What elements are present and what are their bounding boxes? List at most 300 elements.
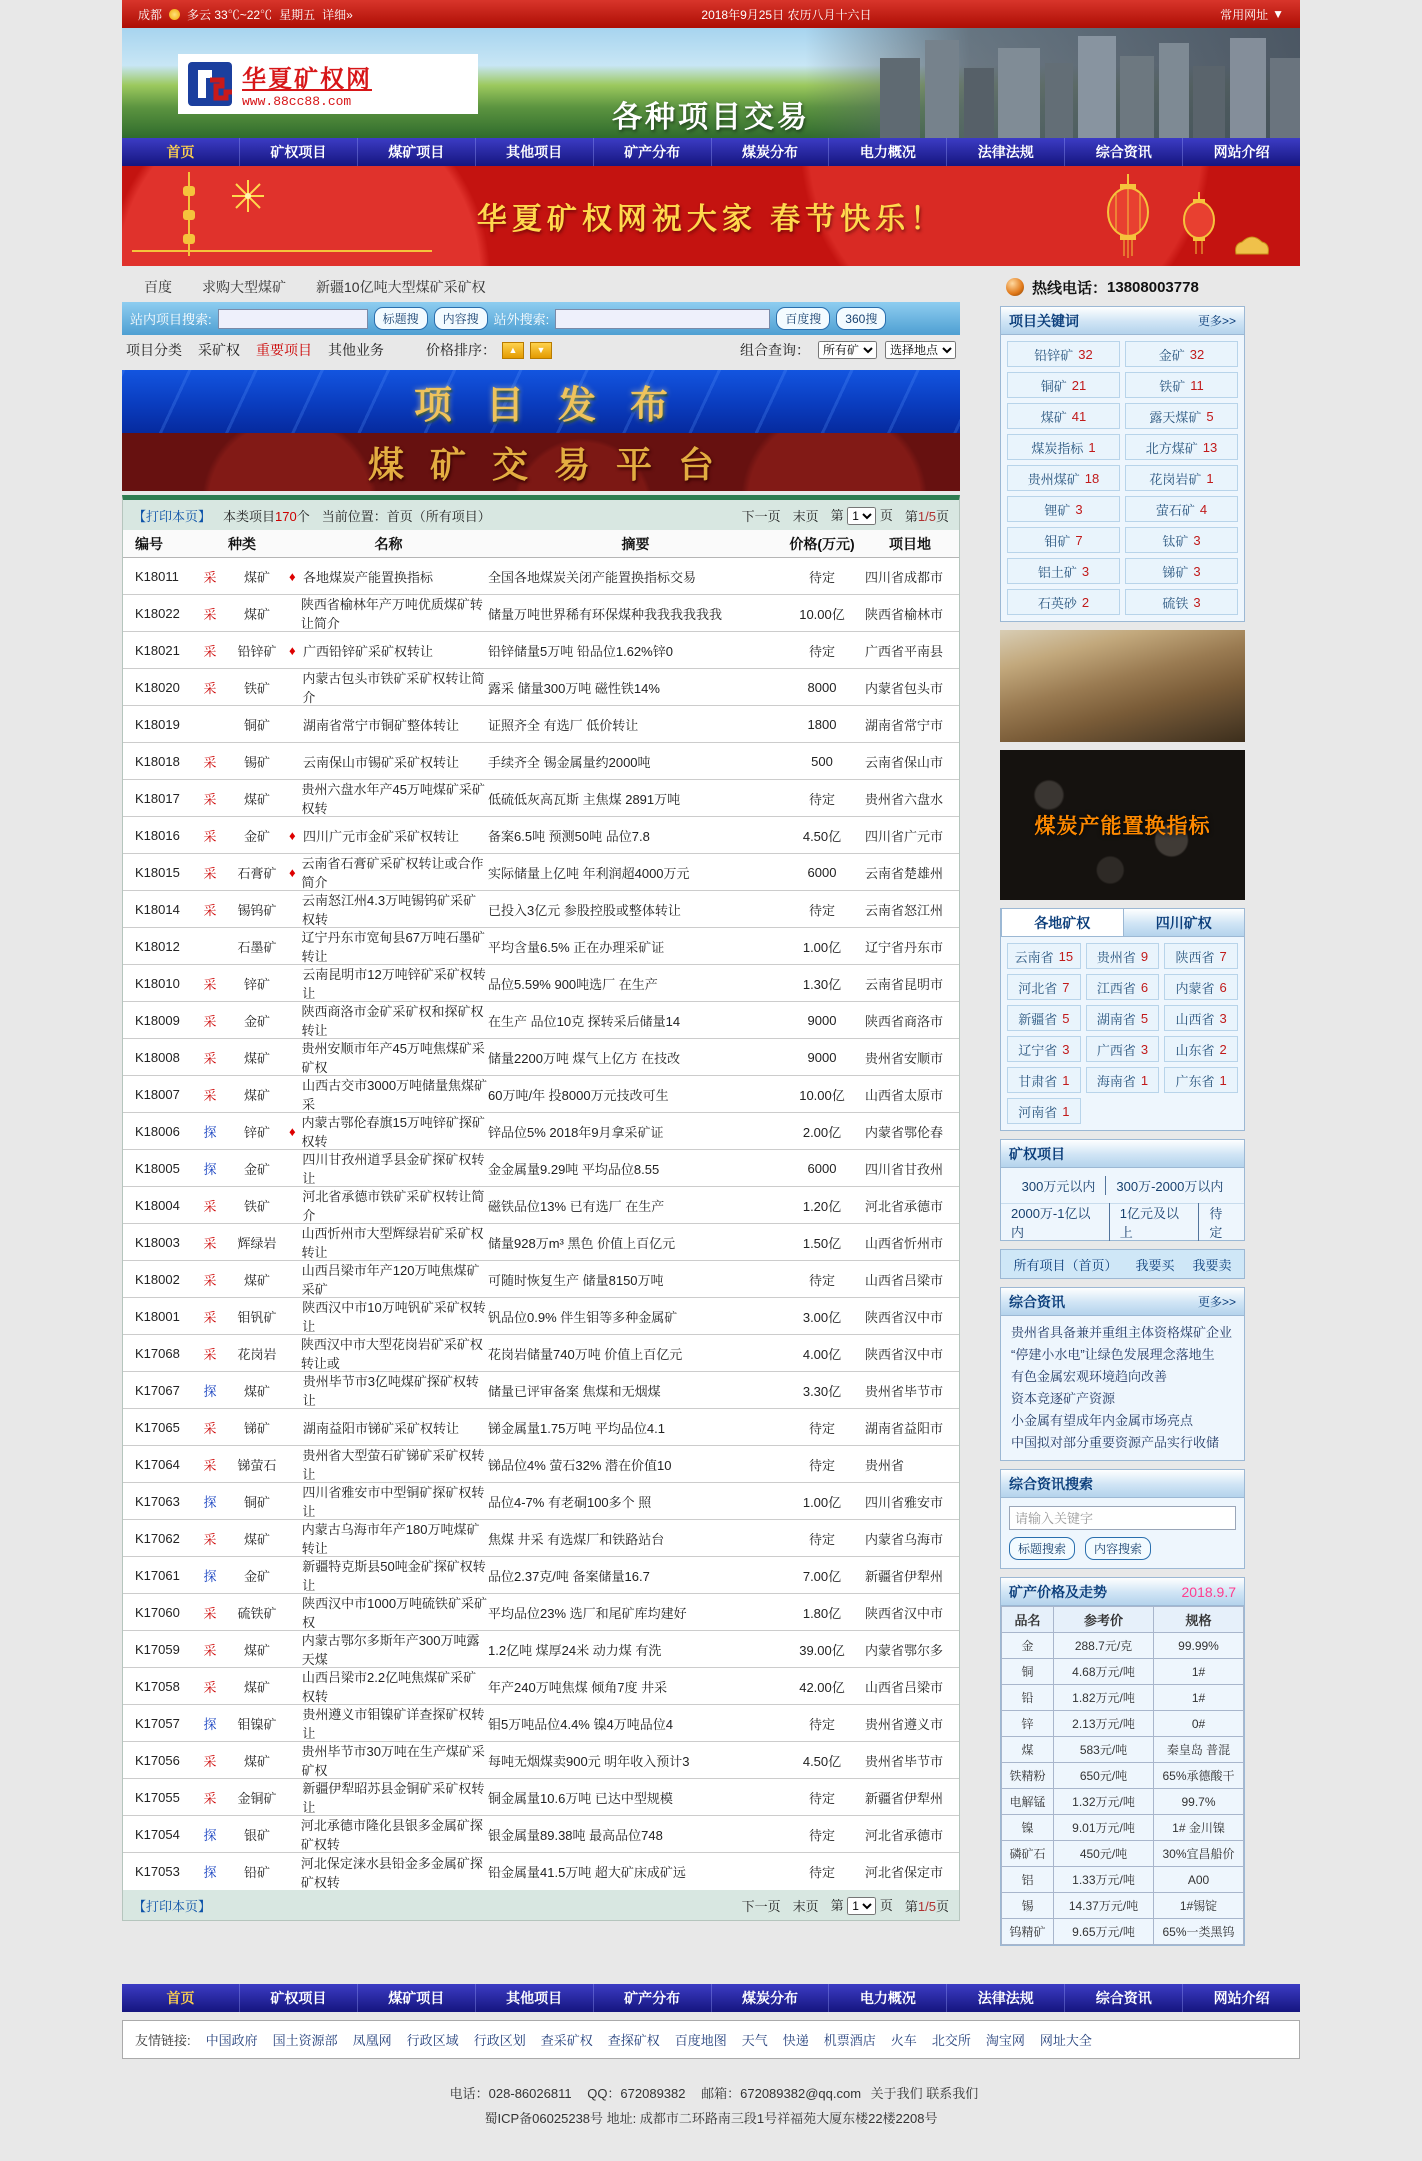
project-location: 四川省成都市 [865, 569, 944, 585]
mineral-name: 锌 [1002, 1711, 1054, 1737]
quick-link[interactable]: 新疆10亿吨大型煤矿采矿权 [316, 279, 486, 295]
quick-link[interactable]: 求购大型煤矿 [202, 279, 286, 295]
price-col-ref: 参考价 [1054, 1607, 1154, 1633]
footer-nav-item[interactable]: 煤矿项目 [358, 1984, 476, 2012]
project-price: 待定 [808, 1272, 835, 1288]
news-item-link[interactable]: 中国拟对部分重要资源产品实行收储 [1011, 1435, 1220, 1450]
project-name-link[interactable] [289, 1667, 488, 1705]
price-range-link[interactable]: 300万元以内 [1012, 1176, 1107, 1195]
print-page-link[interactable]: 【打印本页】 [133, 508, 212, 524]
mineral-name: 金 [1002, 1633, 1054, 1659]
project-action-link[interactable]: 所有项目（首页） [1013, 1257, 1118, 1273]
project-name-link[interactable] [289, 1418, 488, 1437]
project-location: 陕西省汉中市 [865, 1309, 944, 1325]
project-location: 陕西省商洛市 [865, 1013, 944, 1029]
project-name-link[interactable] [289, 1186, 488, 1224]
lantern-string-icon [176, 172, 202, 260]
project-name-link[interactable] [289, 1445, 488, 1483]
project-location: 山西省太原市 [865, 1087, 944, 1103]
keyword-count: 1 [1206, 470, 1214, 486]
project-name-link[interactable] [289, 1371, 488, 1409]
project-action-link[interactable]: 我要买 [1135, 1257, 1175, 1273]
project-name-text: 贵州毕节市30万吨在生产煤矿采矿权 [301, 1744, 485, 1778]
nav-item[interactable]: 矿权项目 [240, 138, 358, 166]
lantern-icon [1106, 174, 1150, 258]
project-name-link[interactable] [289, 715, 488, 734]
project-name-link[interactable] [289, 853, 488, 891]
nav-item[interactable]: 法律法规 [947, 138, 1065, 166]
table-row [123, 1483, 959, 1520]
project-actions-bar [1000, 1249, 1245, 1279]
last-page-link[interactable]: 末页 [792, 508, 819, 524]
keyword-link[interactable] [1007, 434, 1120, 460]
project-summary: 全国各地煤炭关闭产能置换指标交易 [488, 569, 697, 585]
project-code: K18021 [135, 642, 180, 658]
project-name-link[interactable] [289, 927, 488, 965]
mineral-spec: 1# [1154, 1659, 1244, 1685]
site-search-input[interactable] [218, 309, 368, 329]
project-price: 1.20亿 [802, 1198, 842, 1214]
province-link[interactable] [1086, 943, 1160, 969]
project-summary: 每吨无烟煤卖900元 明年收入预计3 [488, 1753, 690, 1769]
price-range-link[interactable]: 1亿元及以上 [1110, 1203, 1200, 1241]
outside-search-input[interactable] [555, 309, 770, 329]
project-name-link[interactable] [289, 1223, 488, 1261]
project-name-link[interactable] [289, 594, 488, 632]
project-mode: 采 [203, 569, 217, 585]
project-name-link[interactable] [289, 1741, 488, 1779]
project-name-link[interactable] [289, 890, 488, 928]
price-filter-title: 矿权项目 [1009, 1145, 1065, 1162]
project-price: 4.50亿 [802, 828, 842, 844]
project-price: 待定 [808, 643, 835, 659]
project-name-text: 陕西汉中市10万吨钒矿采矿权转让 [302, 1300, 486, 1334]
project-type: 煤矿 [243, 1050, 270, 1066]
project-name-link[interactable] [289, 1815, 488, 1853]
project-summary: 年产240万吨焦煤 倾角7度 井采 [488, 1679, 668, 1695]
project-name-link[interactable] [289, 1075, 488, 1113]
project-name-text: 河北省承德市铁矿采矿权转让简介 [302, 1189, 485, 1223]
keyword-count: 3 [1193, 563, 1201, 579]
project-price: 39.00亿 [799, 1642, 845, 1658]
last-page-link[interactable]: 末页 [792, 1898, 819, 1914]
location-select[interactable] [885, 341, 956, 359]
project-name-text: 各地煤炭产能置换指标 [303, 569, 434, 585]
project-type: 煤矿 [243, 1272, 270, 1288]
project-summary: 钼5万吨品位4.4% 镍4万吨品位4 [488, 1716, 673, 1732]
project-code: K17068 [135, 1345, 180, 1361]
price-trend-title: 矿产价格及走势 [1009, 1583, 1107, 1600]
site-logo[interactable] [178, 54, 478, 114]
weather-icon [169, 9, 180, 20]
project-name-link[interactable] [289, 1149, 488, 1187]
keyword-link[interactable] [1125, 465, 1238, 491]
keyword-link[interactable] [1125, 496, 1238, 522]
news-content-search-button[interactable]: 内容搜索 [1085, 1537, 1151, 1560]
keyword-link[interactable] [1007, 372, 1120, 398]
project-name-link[interactable] [289, 1853, 488, 1891]
friend-link[interactable]: 中国政府 [205, 2033, 258, 2048]
project-summary: 钒品位0.9% 伴生钼等多种金属矿 [488, 1309, 678, 1325]
project-action-link[interactable]: 我要卖 [1192, 1257, 1232, 1273]
sort-asc-button[interactable]: ▲ [502, 342, 524, 359]
project-summary: 铅锌储量5万吨 铅品位1.62%锌0 [488, 643, 673, 659]
project-name-link[interactable] [289, 641, 488, 660]
project-name-link[interactable] [289, 668, 488, 706]
news-item-link[interactable]: 贵州省具备兼并重组主体资格煤矿企业 [1011, 1325, 1233, 1340]
main-navigation [122, 138, 1300, 166]
news-list [1001, 1316, 1244, 1460]
province-count: 3 [1062, 1041, 1070, 1057]
next-page-link[interactable]: 下一页 [741, 1898, 781, 1914]
province-link[interactable] [1007, 1067, 1081, 1093]
keyword-link[interactable] [1007, 341, 1120, 367]
project-name-link[interactable] [289, 1112, 488, 1150]
site-name: 华夏矿权网 [242, 66, 372, 93]
keyword-link[interactable] [1007, 465, 1120, 491]
project-location: 贵州省毕节市 [865, 1383, 944, 1399]
keyword-link[interactable] [1007, 589, 1120, 615]
friend-link[interactable]: 查采矿权 [540, 2033, 593, 2048]
other-business-link[interactable]: 其他业务 [328, 342, 384, 358]
project-mode: 采 [203, 1679, 217, 1695]
footer-nav-item[interactable]: 网站介绍 [1213, 1990, 1270, 2006]
project-type: 铁矿 [243, 1198, 270, 1214]
project-mode: 采 [203, 1790, 217, 1806]
project-name-link[interactable] [289, 1630, 488, 1668]
page-number-select[interactable] [847, 507, 876, 525]
project-type: 锑萤石 [237, 1457, 277, 1473]
keyword-link[interactable] [1007, 527, 1120, 553]
next-page-link[interactable]: 下一页 [741, 508, 781, 524]
keyword-link[interactable] [1125, 589, 1238, 615]
province-link[interactable] [1164, 1036, 1238, 1062]
coal-indicator-ad[interactable] [1000, 750, 1245, 900]
project-location: 内蒙省乌海市 [865, 1531, 944, 1547]
news-title-search-button[interactable]: 标题搜索 [1009, 1537, 1075, 1560]
project-type: 辉绿岩 [237, 1235, 277, 1251]
project-type: 石墨矿 [237, 939, 277, 955]
so360-search-button[interactable]: 360搜 [836, 307, 886, 330]
mine-type-select[interactable] [818, 341, 877, 359]
project-name-text: 新疆特克斯县50吨金矿探矿权转让 [302, 1559, 486, 1593]
hotline-icon [1006, 278, 1024, 296]
project-location: 云南省保山市 [865, 754, 944, 770]
province-link[interactable] [1007, 1005, 1081, 1031]
keyword-label: 锂矿 [1044, 502, 1071, 518]
project-mode: 探 [203, 1865, 217, 1880]
friend-link[interactable]: 北交所 [931, 2033, 971, 2048]
project-price: 10.00亿 [799, 1087, 845, 1103]
province-link[interactable] [1007, 974, 1081, 1000]
table-row [123, 1705, 959, 1742]
province-label: 内蒙省 [1175, 980, 1215, 996]
project-name-text: 陕西省榆林年产万吨优质煤矿转让简介 [300, 597, 483, 631]
province-link[interactable] [1086, 974, 1160, 1000]
project-name-text: 山西古交市3000万吨储量焦煤矿采 [302, 1078, 488, 1112]
project-name-link[interactable] [289, 1038, 488, 1076]
project-summary: 已投入3亿元 参股控股或整体转让 [488, 902, 681, 918]
weather-detail-link[interactable]: 详细» [322, 7, 353, 22]
news-item-link[interactable]: “停建小水电”让绿色发展理念落地生 [1011, 1347, 1215, 1362]
weather-text: 多云 33℃~22℃ [187, 7, 273, 22]
project-name-text: 云南怒江州4.3万吨锡钨矿采矿权转 [302, 893, 477, 927]
title-search-button[interactable]: 标题搜 [374, 307, 428, 330]
footer-nav-item[interactable]: 综合资讯 [1065, 1984, 1183, 2012]
project-type: 煤矿 [243, 1679, 270, 1695]
keyword-link[interactable] [1125, 434, 1238, 460]
city-skyline-image [880, 28, 1300, 138]
project-code: K17065 [135, 1419, 180, 1435]
province-label: 河南省 [1018, 1104, 1058, 1120]
province-link[interactable] [1007, 943, 1081, 969]
project-mode: 采 [203, 1605, 217, 1621]
keyword-count: 5 [1206, 408, 1214, 424]
mineral-price: 4.68万元/吨 [1054, 1659, 1154, 1685]
news-item-link[interactable]: 资本竞逐矿产资源 [1011, 1391, 1116, 1406]
project-location: 贵州省遵义市 [865, 1716, 944, 1732]
project-price: 2.00亿 [802, 1124, 842, 1140]
province-count: 15 [1058, 948, 1074, 964]
page-number-select[interactable] [847, 1897, 876, 1915]
keyword-count: 3 [1081, 563, 1090, 579]
mine-photo [1000, 630, 1245, 742]
keyword-count: 3 [1193, 532, 1201, 548]
keyword-link[interactable] [1125, 372, 1238, 398]
province-link[interactable] [1164, 974, 1238, 1000]
province-label: 山东省 [1175, 1042, 1215, 1058]
project-name-link[interactable] [289, 1704, 488, 1742]
col-code: 编号 [135, 535, 163, 552]
page-selector: 第 1 页 [831, 505, 893, 525]
friend-link[interactable]: 天气 [741, 2033, 768, 2048]
province-label: 甘肃省 [1018, 1073, 1058, 1089]
project-location: 贵州省六盘水 [865, 791, 944, 807]
quick-link[interactable]: 百度 [144, 279, 172, 295]
footer-nav-item[interactable]: 首页 [122, 1984, 240, 2012]
mineral-price: 1.33万元/吨 [1054, 1867, 1154, 1893]
project-count: 本类项目170个 [223, 508, 310, 524]
content-search-button[interactable]: 内容搜 [434, 307, 488, 330]
province-link[interactable] [1164, 943, 1238, 969]
province-link[interactable] [1086, 1067, 1160, 1093]
price-col-name: 品名 [1002, 1607, 1054, 1633]
footer-nav-item[interactable]: 法律法规 [947, 1984, 1065, 2012]
friend-link[interactable]: 行政区划 [473, 2033, 526, 2048]
project-type: 石膏矿 [237, 865, 277, 881]
project-name-link[interactable] [289, 779, 488, 817]
nav-item[interactable]: 其他项目 [476, 138, 594, 166]
project-name-link[interactable] [289, 752, 488, 771]
province-label: 湖南省 [1096, 1011, 1136, 1027]
hotline-number: 13808003778 [1107, 278, 1199, 296]
keyword-link[interactable] [1125, 558, 1238, 584]
mineral-name: 电解锰 [1002, 1789, 1054, 1815]
project-code: K18004 [135, 1197, 180, 1213]
table-row [123, 1816, 959, 1853]
mineral-price: 2.13万元/吨 [1054, 1711, 1154, 1737]
price-range-link[interactable]: 2000万-1亿以内 [1001, 1203, 1110, 1241]
price-row [1002, 1841, 1244, 1867]
table-row [123, 632, 959, 669]
friend-link[interactable]: 淘宝网 [985, 2033, 1025, 2048]
keyword-count: 13 [1202, 439, 1218, 455]
print-page-link[interactable]: 【打印本页】 [133, 1898, 212, 1914]
project-type: 煤矿 [243, 1753, 270, 1769]
about-us-link[interactable]: 关于我们 [870, 2086, 923, 2101]
project-code: K18009 [135, 1012, 180, 1028]
keyword-link[interactable] [1007, 558, 1120, 584]
news-more-link[interactable]: 更多>> [1197, 1295, 1236, 1309]
keyword-label: 花岗岩矿 [1149, 471, 1202, 487]
project-name-text: 河北保定涞水县铅金多金属矿探矿权转 [300, 1855, 483, 1890]
table-row [123, 891, 959, 928]
news-item-link[interactable]: 有色金属宏观环境趋向改善 [1011, 1369, 1168, 1384]
footer-nav-item[interactable]: 矿产分布 [594, 1984, 712, 2012]
project-mode: 探 [203, 1827, 217, 1843]
project-mode: 采 [203, 1050, 217, 1066]
project-type: 煤矿 [243, 791, 270, 807]
project-summary: 花岗岩储量740万吨 价值上百亿元 [488, 1346, 683, 1362]
contact-email: 邮箱：672089382@qq.com [701, 2086, 862, 2101]
keyword-link[interactable] [1125, 403, 1238, 429]
friend-link[interactable]: 快递 [782, 2033, 809, 2048]
project-name-link[interactable] [289, 1482, 488, 1520]
project-name-link[interactable] [289, 1297, 488, 1335]
sort-desc-button[interactable]: ▼ [530, 342, 552, 359]
friend-link[interactable]: 查探矿权 [607, 2033, 660, 2048]
project-mode: 采 [203, 1457, 217, 1473]
mineral-spec: A00 [1154, 1867, 1244, 1893]
price-col-spec: 规格 [1154, 1607, 1244, 1633]
project-name-link[interactable] [289, 1778, 488, 1816]
firework-icon [230, 178, 266, 214]
project-location: 云南省楚雄州 [865, 865, 944, 881]
price-filter-panel [1000, 1139, 1245, 1241]
project-name-link[interactable] [289, 567, 488, 586]
project-price: 待定 [808, 1790, 835, 1806]
friend-link[interactable]: 国土资源部 [272, 2033, 338, 2048]
nav-item[interactable]: 首页 [122, 138, 240, 166]
friend-link[interactable]: 火车 [890, 2033, 917, 2048]
friend-link[interactable]: 机票酒店 [823, 2033, 876, 2048]
keyword-link[interactable] [1125, 341, 1238, 367]
project-type: 金矿 [243, 1568, 270, 1584]
keyword-count: 1 [1088, 439, 1096, 455]
keyword-link[interactable] [1125, 527, 1238, 553]
nav-item[interactable]: 电力概况 [829, 138, 947, 166]
nav-item[interactable]: 矿产分布 [594, 138, 712, 166]
mineral-name: 铝 [1002, 1867, 1054, 1893]
project-code: K18022 [135, 605, 180, 621]
price-range-link[interactable]: 300万-2000万以内 [1116, 1179, 1224, 1194]
top-utility-bar [122, 0, 1300, 28]
keyword-link[interactable] [1007, 403, 1120, 429]
col-price: 价格(万元) [789, 535, 855, 552]
project-location: 陕西省汉中市 [865, 1605, 944, 1621]
important-projects-link[interactable]: 重要项目 [256, 342, 312, 358]
nav-item[interactable]: 综合资讯 [1065, 138, 1183, 166]
footer-nav-item[interactable]: 其他项目 [476, 1984, 594, 2012]
pagination-top [123, 500, 959, 530]
project-name-link[interactable] [289, 1001, 488, 1039]
nav-item[interactable]: 煤炭分布 [712, 138, 830, 166]
project-type: 铜矿 [243, 717, 270, 733]
project-code: K18014 [135, 901, 180, 917]
price-filter-row [1001, 1168, 1244, 1204]
project-name-link[interactable] [289, 1519, 488, 1557]
page-container [122, 0, 1300, 2161]
nav-item[interactable]: 煤矿项目 [358, 138, 476, 166]
keywords-more-link[interactable]: 更多>> [1197, 314, 1236, 328]
province-link[interactable] [1007, 1036, 1081, 1062]
table-row [123, 669, 959, 706]
project-mode: 采 [203, 1087, 217, 1103]
news-search-input[interactable] [1009, 1506, 1236, 1530]
project-name-text: 云南保山市锡矿采矿权转让 [303, 754, 460, 770]
project-name-link[interactable] [289, 1556, 488, 1594]
province-link[interactable] [1164, 1005, 1238, 1031]
project-name-link[interactable] [289, 1593, 488, 1631]
province-count: 7 [1219, 948, 1227, 964]
project-name-link[interactable] [289, 826, 488, 845]
project-summary: 锑品位4% 萤石32% 潜在价值10 [488, 1457, 672, 1473]
project-name-link[interactable] [289, 1260, 488, 1298]
project-summary: 储量万吨世界稀有环保煤种我我我我我我 [488, 606, 723, 622]
province-link[interactable] [1164, 1067, 1238, 1093]
province-link[interactable] [1086, 1036, 1160, 1062]
nav-item[interactable]: 网站介绍 [1213, 144, 1270, 160]
table-row [123, 928, 959, 965]
news-item-link[interactable]: 小金属有望成年内金属市场亮点 [1011, 1413, 1194, 1428]
project-mode: 采 [203, 902, 217, 918]
table-header [123, 530, 959, 558]
keyword-link[interactable] [1007, 496, 1120, 522]
region-tab[interactable]: 各地矿权 [1001, 909, 1124, 936]
project-name-link[interactable] [289, 1334, 488, 1372]
province-label: 贵州省 [1096, 949, 1136, 965]
friend-link[interactable]: 行政区域 [406, 2033, 459, 2048]
friend-link[interactable]: 凤凰网 [352, 2033, 392, 2048]
news-panel [1000, 1287, 1245, 1461]
mining-rights-link[interactable]: 采矿权 [198, 342, 240, 358]
friend-link[interactable]: 百度地图 [674, 2033, 727, 2048]
table-row [123, 1631, 959, 1668]
project-name-text: 内蒙古包头市铁矿采矿权转让简介 [302, 671, 485, 705]
mineral-spec: 65%一类黑钨 [1154, 1919, 1244, 1945]
price-range-link[interactable]: 待定 [1209, 1206, 1223, 1240]
province-link[interactable] [1007, 1098, 1081, 1124]
project-code: K17055 [135, 1789, 180, 1805]
contact-us-link[interactable]: 联系我们 [926, 2086, 979, 2101]
project-type: 铜矿 [243, 1494, 270, 1510]
baidu-search-button[interactable]: 百度搜 [776, 307, 830, 330]
project-type: 花岗岩 [237, 1346, 277, 1362]
project-name-link[interactable] [289, 964, 488, 1002]
province-link[interactable] [1086, 1005, 1160, 1031]
region-tab[interactable]: 四川矿权 [1155, 914, 1212, 931]
project-code: K18019 [135, 716, 180, 732]
common-sites-menu[interactable] [1220, 6, 1284, 23]
project-type: 铁矿 [243, 680, 270, 696]
footer-nav-item[interactable]: 电力概况 [829, 1984, 947, 2012]
footer-nav-item[interactable]: 煤炭分布 [712, 1984, 830, 2012]
friend-link[interactable]: 网址大全 [1039, 2033, 1092, 2048]
project-price: 500 [811, 753, 833, 769]
project-summary: 手续齐全 锡金属量约2000吨 [488, 754, 651, 770]
project-location: 四川省甘孜州 [865, 1161, 944, 1177]
footer-nav-item[interactable]: 矿权项目 [240, 1984, 358, 2012]
